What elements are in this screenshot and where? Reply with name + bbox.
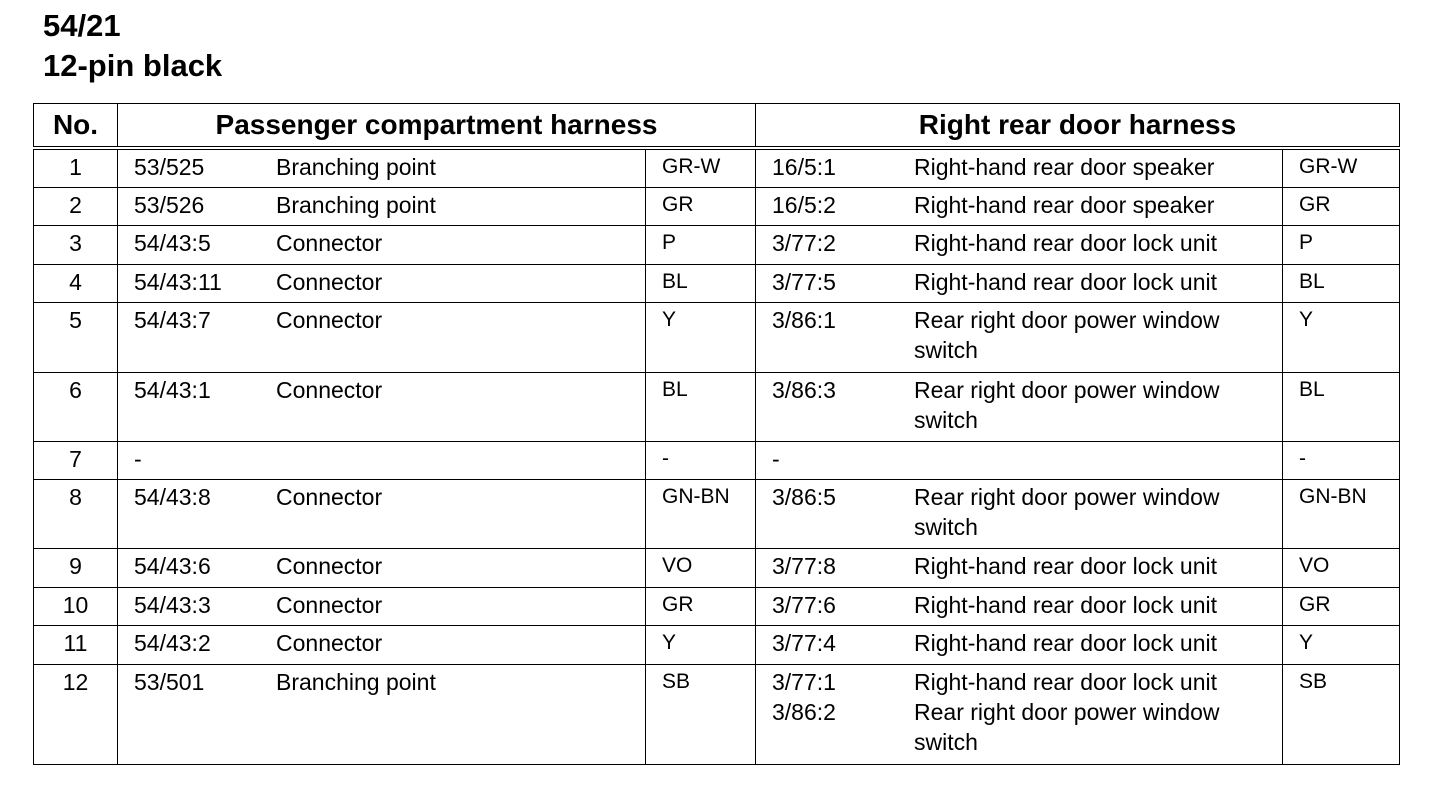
pin-number: 10 [34, 587, 118, 625]
component-description: Right-hand rear door lock unit [914, 591, 1217, 618]
right-rear-wire-color: Y [1283, 302, 1400, 372]
passenger-wire-color: GR-W [646, 148, 756, 187]
component-description: Connector [276, 591, 383, 618]
right-rear-harness-cell [756, 587, 1283, 625]
harness-entry [134, 190, 645, 220]
right-rear-harness-cell [756, 372, 1283, 441]
table-row [34, 187, 1400, 225]
harness-entry [772, 590, 1282, 620]
harness-entry [772, 228, 1282, 258]
harness-entry [134, 375, 645, 405]
passenger-harness-cell [118, 625, 646, 664]
harness-entry [772, 152, 1282, 182]
harness-entry [772, 444, 1282, 474]
passenger-wire-color: P [646, 225, 756, 264]
harness-entry [772, 375, 1282, 435]
table-row [34, 548, 1400, 587]
component-description: Connector [276, 376, 383, 403]
harness-entry [134, 444, 645, 474]
passenger-wire-color: BL [646, 372, 756, 441]
component-description [914, 444, 1282, 474]
right-rear-wire-color: SB [1283, 664, 1400, 764]
table-row [34, 664, 1400, 764]
right-rear-wire-color: BL [1283, 264, 1400, 302]
component-description: Branching point [276, 191, 436, 218]
table-row [34, 302, 1400, 372]
table-row [34, 225, 1400, 264]
connector-id: 54/21 [43, 8, 121, 43]
pin-number: 12 [34, 664, 118, 764]
table-body [34, 148, 1400, 764]
header-right-rear-door: Right rear door harness [756, 104, 1400, 149]
pin-number: 4 [34, 264, 118, 302]
right-rear-wire-color: VO [1283, 548, 1400, 587]
right-rear-wire-color: BL [1283, 372, 1400, 441]
component-code: 3/86:5 [772, 483, 836, 510]
harness-entry [772, 551, 1282, 581]
component-code: 3/86:2 [772, 698, 836, 725]
right-rear-harness-cell [756, 264, 1283, 302]
table-row [34, 148, 1400, 187]
harness-entry [772, 697, 1282, 757]
component-description: Connector [276, 268, 383, 295]
passenger-wire-color: Y [646, 625, 756, 664]
component-description: Connector [276, 306, 383, 333]
connector-title [43, 6, 222, 86]
right-rear-harness-cell [756, 302, 1283, 372]
component-code: 3/77:6 [772, 591, 836, 618]
component-description: Rear right door power window switch [914, 698, 1220, 755]
passenger-wire-color: GN-BN [646, 479, 756, 548]
right-rear-harness-cell [756, 187, 1283, 225]
right-rear-wire-color: GR [1283, 587, 1400, 625]
passenger-harness-cell [118, 264, 646, 302]
component-code: 54/43:2 [134, 629, 211, 656]
right-rear-harness-cell [756, 625, 1283, 664]
component-code: 54/43:3 [134, 591, 211, 618]
pin-number: 1 [34, 148, 118, 187]
component-description: Rear right door power window switch [914, 306, 1220, 363]
harness-entry [772, 667, 1282, 697]
pin-number: 2 [34, 187, 118, 225]
harness-entry [772, 482, 1282, 542]
table-row [34, 479, 1400, 548]
harness-entry [772, 190, 1282, 220]
component-code: 54/43:5 [134, 229, 211, 256]
component-code: 3/77:5 [772, 268, 836, 295]
component-description [276, 444, 645, 474]
harness-entry [134, 667, 645, 697]
right-rear-harness-cell [756, 148, 1283, 187]
passenger-harness-cell [118, 664, 646, 764]
pin-assignment-table [33, 103, 1400, 765]
component-code: 3/77:2 [772, 229, 836, 256]
component-description: Right-hand rear door lock unit [914, 268, 1217, 295]
component-code: - [134, 445, 142, 472]
component-code: 3/86:1 [772, 306, 836, 333]
passenger-harness-cell [118, 548, 646, 587]
right-rear-wire-color: P [1283, 225, 1400, 264]
component-code: 53/501 [134, 668, 205, 695]
passenger-wire-color: GR [646, 587, 756, 625]
component-code: 3/77:8 [772, 552, 836, 579]
passenger-harness-cell [118, 372, 646, 441]
pin-number: 9 [34, 548, 118, 587]
passenger-harness-cell [118, 225, 646, 264]
component-code: 54/43:11 [134, 268, 222, 295]
pin-number: 6 [34, 372, 118, 441]
harness-entry [134, 590, 645, 620]
harness-entry [134, 551, 645, 581]
pin-number: 5 [34, 302, 118, 372]
right-rear-harness-cell [756, 225, 1283, 264]
connector-description: 12-pin black [43, 48, 223, 83]
pin-number: 8 [34, 479, 118, 548]
component-description: Right-hand rear door lock unit [914, 668, 1217, 695]
passenger-wire-color: GR [646, 187, 756, 225]
harness-entry [772, 628, 1282, 658]
component-code: 54/43:1 [134, 376, 211, 403]
passenger-wire-color: - [646, 441, 756, 479]
right-rear-wire-color: Y [1283, 625, 1400, 664]
right-rear-wire-color: GR [1283, 187, 1400, 225]
table-row [34, 625, 1400, 664]
table-row [34, 441, 1400, 479]
right-rear-harness-cell [756, 479, 1283, 548]
pin-number: 3 [34, 225, 118, 264]
table-header-row [34, 104, 1400, 149]
component-description: Right-hand rear door speaker [914, 191, 1215, 218]
component-description: Branching point [276, 668, 436, 695]
component-description: Connector [276, 483, 383, 510]
right-rear-harness-cell [756, 548, 1283, 587]
component-code: 54/43:7 [134, 306, 211, 333]
passenger-harness-cell [118, 302, 646, 372]
harness-entry [772, 305, 1282, 365]
table-row [34, 264, 1400, 302]
component-description: Rear right door power window switch [914, 376, 1220, 433]
component-description: Rear right door power window switch [914, 483, 1220, 540]
component-description: Right-hand rear door lock unit [914, 552, 1217, 579]
passenger-harness-cell [118, 441, 646, 479]
harness-entry [134, 482, 645, 512]
component-code: 54/43:8 [134, 483, 211, 510]
right-rear-harness-cell [756, 664, 1283, 764]
component-description: Right-hand rear door lock unit [914, 629, 1217, 656]
table-row [34, 587, 1400, 625]
right-rear-wire-color: GN-BN [1283, 479, 1400, 548]
component-code: 3/77:4 [772, 629, 836, 656]
table-row [34, 372, 1400, 441]
component-code: 53/525 [134, 154, 205, 180]
right-rear-harness-cell [756, 441, 1283, 479]
passenger-wire-color: SB [646, 664, 756, 764]
component-code: 16/5:1 [772, 154, 836, 180]
right-rear-wire-color: GR-W [1283, 148, 1400, 187]
right-rear-wire-color: - [1283, 441, 1400, 479]
passenger-harness-cell [118, 587, 646, 625]
pin-number: 11 [34, 625, 118, 664]
header-no: No. [34, 104, 118, 149]
component-description: Connector [276, 552, 383, 579]
pin-number: 7 [34, 441, 118, 479]
passenger-harness-cell [118, 479, 646, 548]
component-code: 3/77:1 [772, 668, 836, 695]
harness-entry [134, 152, 645, 182]
harness-entry [134, 628, 645, 658]
component-code: 16/5:2 [772, 191, 836, 218]
component-code: - [772, 445, 780, 472]
passenger-harness-cell [118, 148, 646, 187]
harness-entry [772, 267, 1282, 297]
passenger-wire-color: BL [646, 264, 756, 302]
component-description: Right-hand rear door speaker [914, 154, 1215, 180]
component-code: 53/526 [134, 191, 205, 218]
passenger-harness-cell [118, 187, 646, 225]
component-code: 54/43:6 [134, 552, 211, 579]
component-description: Connector [276, 629, 383, 656]
component-description: Connector [276, 229, 383, 256]
component-description: Right-hand rear door lock unit [914, 229, 1217, 256]
component-code: 3/86:3 [772, 376, 836, 403]
header-passenger-compartment: Passenger compartment harness [118, 104, 756, 149]
harness-entry [134, 267, 645, 297]
passenger-wire-color: Y [646, 302, 756, 372]
harness-entry [134, 305, 645, 335]
component-description: Branching point [276, 154, 436, 180]
harness-entry [134, 228, 645, 258]
passenger-wire-color: VO [646, 548, 756, 587]
